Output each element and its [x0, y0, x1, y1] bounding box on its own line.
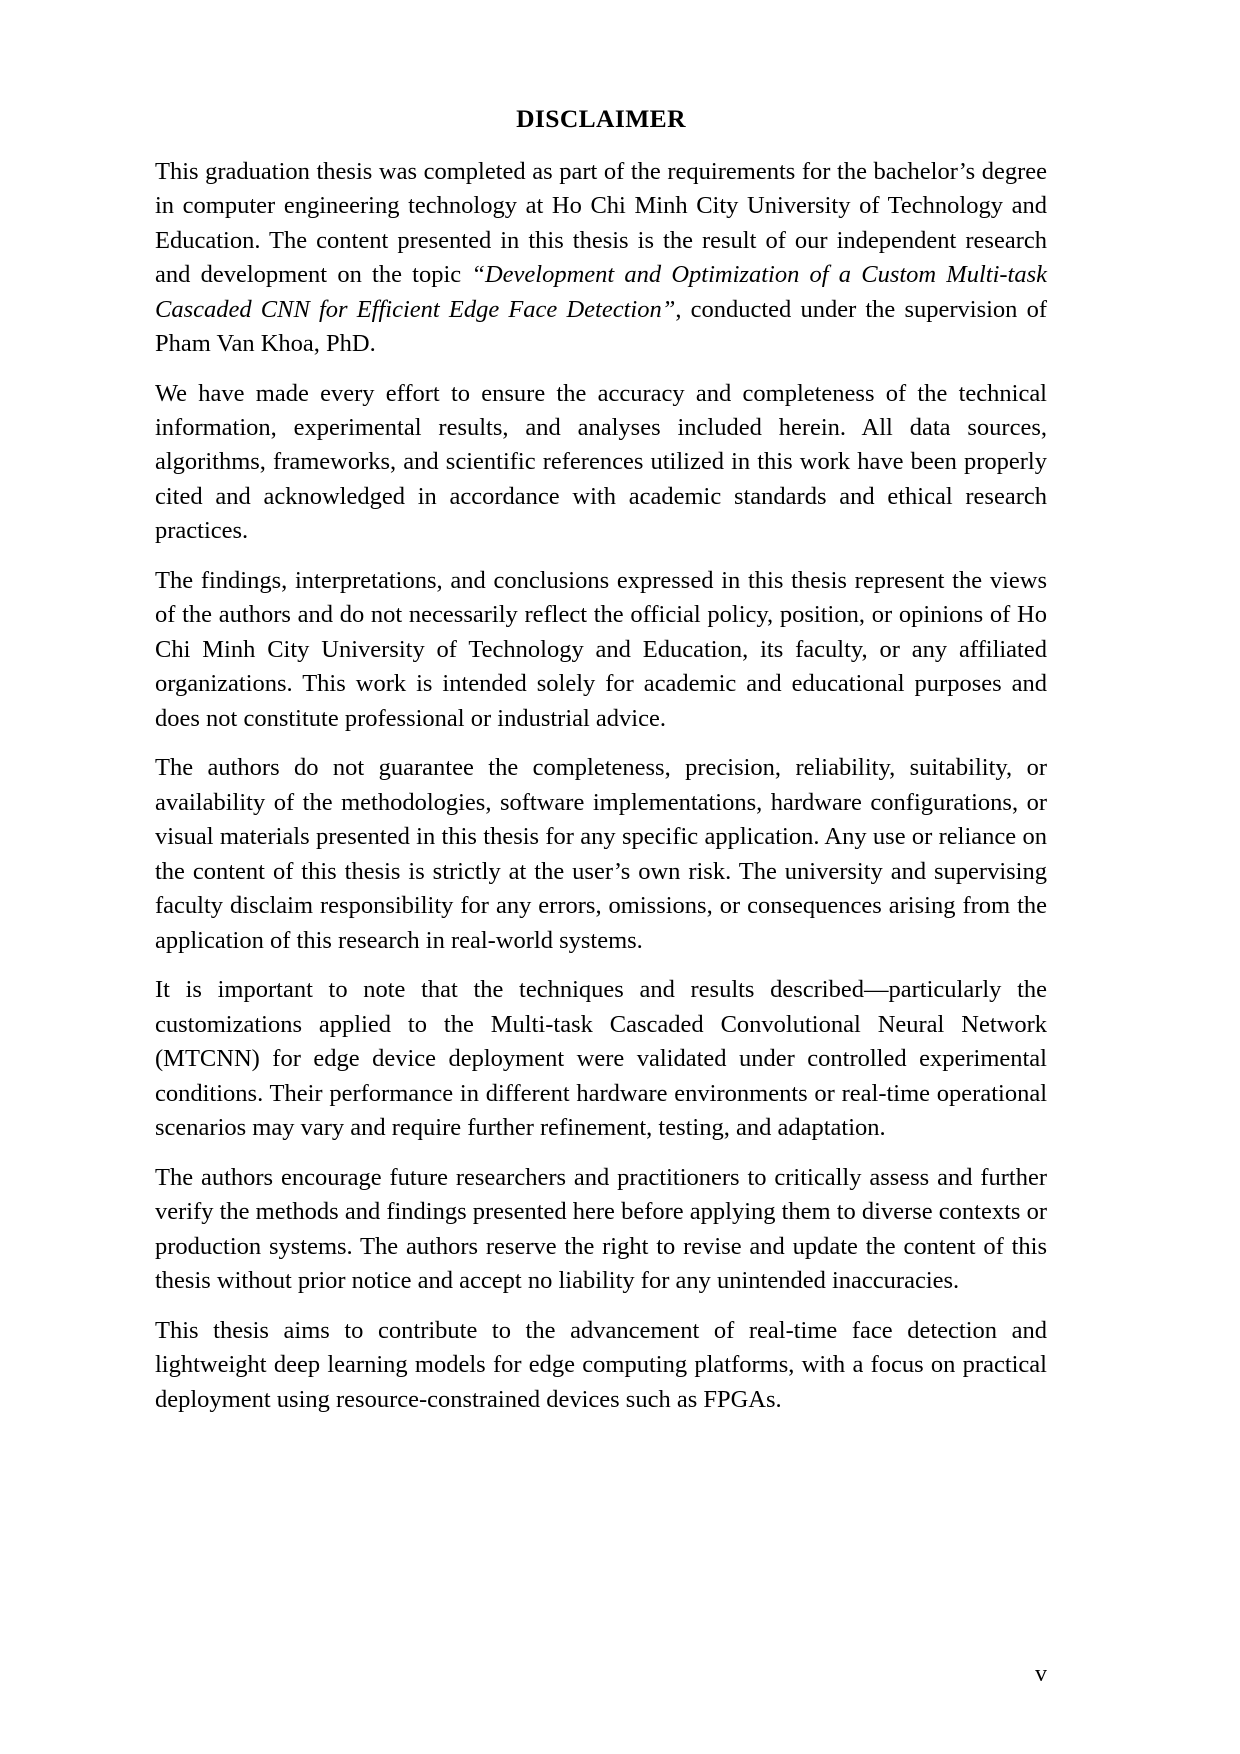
paragraph-views: The findings, interpretations, and conclusions expressed in this thesis represent the views of the authors and do not necessarily reflect the official policy, position, or opinions of Ho Chi Minh City University of Technology and Education, its faculty, or any affiliated organizations. This work is intended solely for academic and educational purposes and does not constitute professional or industrial advice.	[155, 566, 1047, 732]
paragraph-intro	[155, 155, 1047, 362]
paragraph-intro-lead: This graduation thesis was completed as part of the requirements for the bachelor’s degree in computer engineering technology at Ho Chi Minh City University of Technology and Education. The content presented in this thesis is the result of our independent research and development on the topic	[155, 157, 1047, 289]
paragraph-no-guarantee: The authors do not guarantee the completeness, precision, reliability, suitability, or availability of the methodologies, software implementations, hardware configurations, or visual materials presented in this thesis for any specific application. Any use or reliance on the content of this thesis is strictly at the user’s own risk. The university and supervising faculty disclaim responsibility for any errors, omissions, or consequences arising from the application of this research in real-world systems.	[155, 754, 1047, 954]
paragraph-mtcnn-note: It is important to note that the techniques and results described—particularly the customizations applied to the Multi-task Cascaded Convolutional Neural Network (MTCNN) for edge device deployment were validated under controlled experimental conditions. Their performance in different hardware environments or real-time operational scenarios may vary and require further refinement, testing, and adaptation.	[155, 976, 1047, 1142]
page-title: DISCLAIMER	[516, 104, 686, 133]
thesis-topic-title: “Development and Optimization of a Custom Multi-task Cascaded CNN for Efficient Edge Face Detection”	[155, 261, 1048, 323]
paragraph-contribution: This thesis aims to contribute to the advancement of real-time face detection and lightweight deep learning models for edge computing platforms, with a focus on practical deployment using resource-constrained devices such as FPGAs.	[155, 1316, 1047, 1413]
paragraph-encouragement: The authors encourage future researchers and practitioners to critically assess and further verify the methods and findings presented here before applying them to diverse contexts or production systems. The authors reserve the right to revise and update the content of this thesis without prior notice and accept no liability for any unintended inaccuracies.	[155, 1163, 1047, 1295]
page-number: v	[1035, 1661, 1047, 1687]
paragraph-accuracy: We have made every effort to ensure the accuracy and completeness of the technical information, experimental results, and analyses included herein. All data sources, algorithms, frameworks, and scientific references utilized in this work have been properly cited and acknowledged in accordance with academic standards and ethical research practices.	[155, 379, 1047, 545]
paragraph-intro-tail: , conducted under the supervision of Pham Van Khoa, PhD.	[155, 295, 1047, 358]
